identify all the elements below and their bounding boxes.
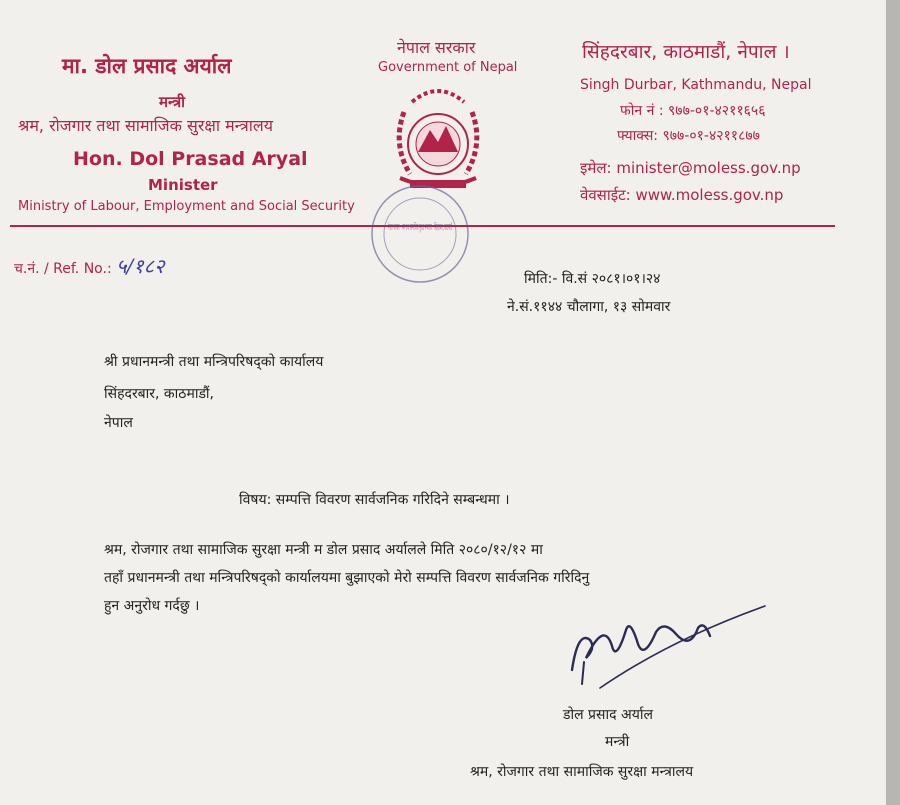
- body-line-3: हुन अनुरोध गर्दछु ।: [104, 598, 200, 614]
- website: वेवसाईट: www.moless.gov.np: [580, 186, 784, 204]
- reference-number: [14, 252, 164, 279]
- minister-name-nepali: मा. डोल प्रसाद अर्याल: [62, 54, 232, 78]
- signatory-title: मन्त्री: [605, 734, 630, 750]
- ministry-name-nepali: श्रम, रोजगार तथा सामाजिक सुरक्षा मन्त्रालय: [18, 116, 273, 135]
- background-edge: [886, 0, 900, 805]
- email-address: इमेल: minister@moless.gov.np: [580, 159, 801, 177]
- date-line-ns: ने.सं.११४४ चौलागा, १३ सोमवार: [507, 299, 671, 315]
- address-english: Singh Durbar, Kathmandu, Nepal: [580, 77, 812, 93]
- minister-title-nepali: मन्त्री: [159, 93, 186, 111]
- minister-name-english: Hon. Dol Prasad Aryal: [73, 148, 308, 170]
- phone-number: फोन नं : ९७७-०१-४२११६५६: [620, 103, 766, 119]
- recipient-office: श्री प्रधानमन्त्री तथा मन्त्रिपरिषद्को कार्यालय: [104, 354, 324, 370]
- address-nepali: सिंहदरबार, काठमाडौं, नेपाल ।: [582, 41, 790, 63]
- body-line-2: तहाँ प्रधानमन्त्री तथा मन्त्रिपरिषद्को कार्यालयमा बुझाएको मेरो सम्पत्ति विवरण सार्वजनिक गरिदिनु: [104, 570, 590, 586]
- recipient-country: नेपाल: [104, 415, 133, 431]
- government-nepali: नेपाल सरकार: [397, 38, 476, 57]
- date-line-bs: मिति:- वि.सं २०८१।०१।२४: [524, 271, 661, 287]
- reference-value: ५/१८२: [116, 254, 165, 278]
- reference-label: च.नं. / Ref. No.:: [14, 261, 112, 277]
- subject-line: विषय: सम्पत्ति विवरण सार्वजनिक गरिदिने सम्बन्धमा ।: [239, 492, 510, 508]
- government-english: Government of Nepal: [378, 60, 518, 75]
- fax-number: फ्याक्स: ९७७-०१-४२११८७७: [617, 128, 760, 144]
- handwritten-signature: [560, 600, 770, 690]
- stamp-text: नेपाल सरकार · श्रम तथा सामाजिक सुरक्षा मन्त्रालय · सिंहदरबार, काठमाडौं: [388, 223, 632, 233]
- body-line-1: श्रम, रोजगार तथा सामाजिक सुरक्षा मन्त्री म डोल प्रसाद अर्यालले मिति २०८०/१२/१२ मा: [104, 542, 543, 558]
- ministry-name-english: Ministry of Labour, Employment and Social Security: [18, 199, 355, 214]
- recipient-city: सिंहदरबार, काठमाडौं,: [104, 386, 215, 402]
- letterhead-divider: [10, 225, 835, 227]
- government-emblem: [399, 91, 477, 188]
- signatory-ministry: श्रम, रोजगार तथा सामाजिक सुरक्षा मन्त्रालय: [470, 764, 694, 780]
- signatory-name: डोल प्रसाद अर्याल: [563, 707, 653, 723]
- minister-title-english: Minister: [148, 176, 218, 194]
